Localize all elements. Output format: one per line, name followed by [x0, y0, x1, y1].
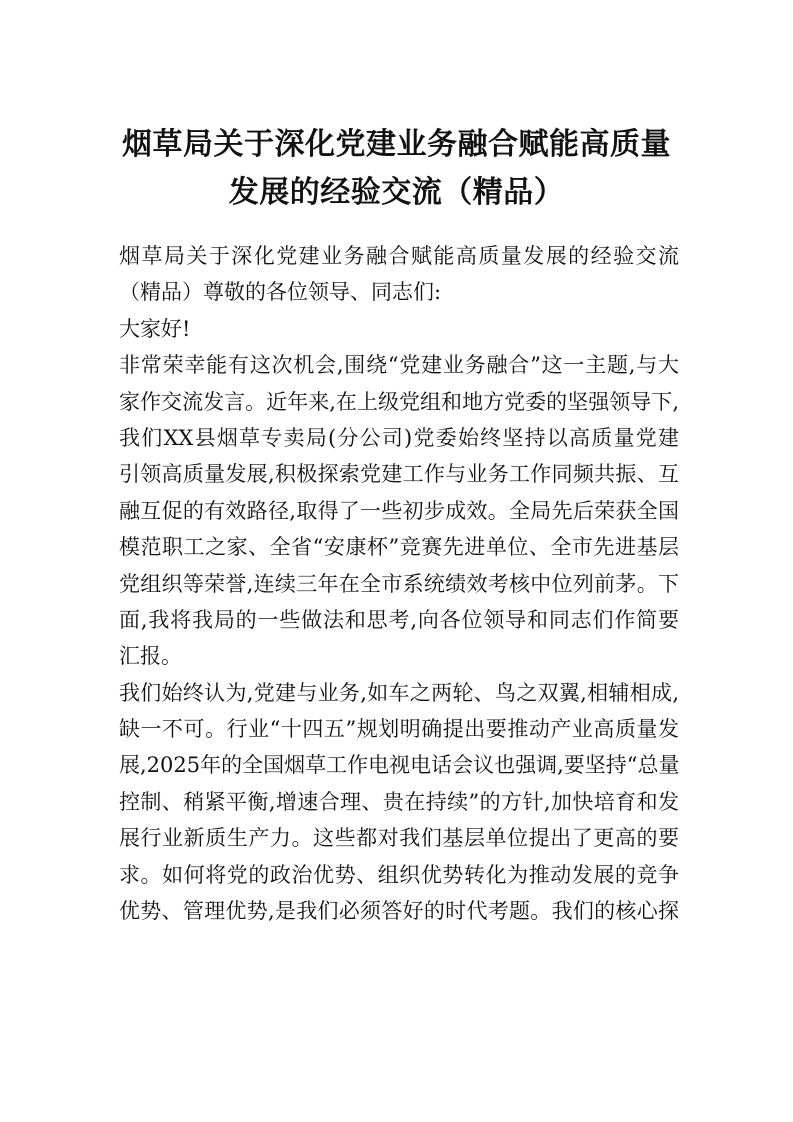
body-line: 我们始终认为,党建与业务,如车之两轮、鸟之双翼,相辅相成, [119, 680, 679, 705]
body-line: 非常荣幸能有这次机会,围绕“党建业务融合”这一主题,与大 [119, 353, 679, 378]
body-line: 求。如何将党的政治优势、组织优势转化为推动发展的竞争 [119, 862, 679, 887]
body-line: 面,我将我局的一些做法和思考,向各位领导和同志们作简要 [119, 607, 679, 632]
document-title-line-1: 烟草局关于深化党建业务融合赋能高质量 [122, 127, 671, 162]
document-body [119, 238, 679, 929]
body-line: 控制、稍紧平衡,增速合理、贵在持续”的方针,加快培育和发 [119, 789, 679, 814]
body-line: 融互促的有效路径,取得了一些初步成效。全局先后荣获全国 [119, 498, 679, 523]
body-line: 引领高质量发展,积极探索党建工作与业务工作同频共振、互 [119, 462, 679, 487]
body-line: 大家好! [119, 316, 191, 341]
body-line: 我们XX县烟草专卖局(分公司)党委始终坚持以高质量党建 [119, 425, 679, 450]
body-line: 家作交流发言。近年来,在上级党组和地方党委的坚强领导下, [119, 389, 679, 414]
body-line: 优势、管理优势,是我们必须答好的时代考题。我们的核心探 [119, 899, 679, 924]
body-line: 缺一不可。行业“十四五”规划明确提出要推动产业高质量发 [119, 717, 679, 742]
body-line: 展行业新质生产力。这些都对我们基层单位提出了更高的要 [119, 826, 679, 851]
body-line: 烟草局关于深化党建业务融合赋能高质量发展的经验交流 [119, 244, 679, 268]
body-line: （精品）尊敬的各位领导、同志们: [119, 280, 442, 305]
body-line: 模范职工之家、全省“安康杯”竞赛先进单位、全市先进基层 [119, 535, 679, 560]
body-line: 党组织等荣誉,连续三年在全市系统绩效考核中位列前茅。下 [119, 571, 679, 596]
body-line: 汇报。 [119, 644, 182, 669]
body-line: 展,2025年的全国烟草工作电视电话会议也强调,要坚持“总量 [119, 753, 680, 778]
document-title-line-2: 发展的经验交流（精品） [228, 175, 565, 210]
